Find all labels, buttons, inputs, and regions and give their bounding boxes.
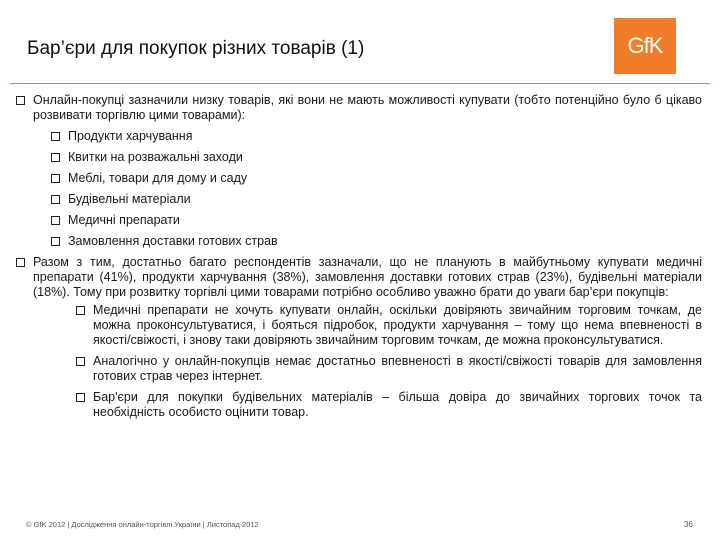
- list-item: [51, 150, 702, 165]
- list-item-text: Продукти харчування: [68, 129, 193, 143]
- list-item: [76, 354, 702, 384]
- list-item-text: Медичні препарати: [68, 213, 180, 227]
- paragraph-text: Разом з тим, достатньо багато респондентів зазначали, що не планують в майбутньому купувати медичні препарати (41%), продукти харчування (38%), замовлення доставки готових страв (23%), будівельні матеріали (18%). Тому при розвитку торгівлі цими товарами потрібно особливо уважно брати до уваги бар’єри покупців:: [33, 255, 702, 299]
- paragraph-text: Онлайн-покупці зазначили низку товарів, які вони не мають можливості купувати (тобто потенційно було б цікаво розвивати торгівлю цими товарами):: [33, 93, 702, 122]
- list-item: [51, 129, 702, 144]
- bullet-paragraph-1: [16, 93, 702, 123]
- logo-text: GfK: [627, 33, 663, 58]
- page-number: 36: [684, 520, 693, 529]
- checkbox-bullet-icon: [51, 216, 60, 225]
- list-item-text: Квитки на розважальні заходи: [68, 150, 243, 164]
- list-item-text: Меблі, товари для дому и саду: [68, 171, 248, 185]
- page-title: Бар’єри для покупок різних товарів (1): [27, 38, 365, 59]
- gfk-logo: [614, 18, 676, 74]
- checkbox-bullet-icon: [76, 357, 85, 366]
- list-item: [76, 390, 702, 420]
- checkbox-bullet-icon: [51, 237, 60, 246]
- bullet-paragraph-2: [16, 255, 702, 300]
- title-divider: [10, 83, 710, 84]
- checkbox-bullet-icon: [76, 393, 85, 402]
- list-item: [51, 213, 702, 228]
- list-item: [51, 234, 702, 249]
- checkbox-bullet-icon: [16, 258, 25, 267]
- checkbox-bullet-icon: [51, 153, 60, 162]
- footer-text: © GfK 2012 | Дослідження онлайн-торгівлі України | Листопад 2012: [26, 520, 259, 529]
- checkbox-bullet-icon: [76, 306, 85, 315]
- list-item-text: Медичні препарати не хочуть купувати онлайн, оскільки довіряють звичайним торговим точкам, де можна проконсультуватися, і бояться підробок, продукти харчування – тому що нема впевненості в якості/свіжості, і знову таки довіряють звичайним торговим точкам, де можна проконсультуватися.: [93, 303, 702, 347]
- list-item: [51, 171, 702, 186]
- checkbox-bullet-icon: [51, 195, 60, 204]
- checkbox-bullet-icon: [51, 132, 60, 141]
- list-item-text: Аналогічно у онлайн-покупців немає достатньо впевненості в якості/свіжості товарів для замовлення готових страв через інтернет.: [93, 354, 702, 383]
- list-item: [76, 303, 702, 348]
- list-item-text: Бар'єри для покупки будівельних матеріалів – більша довіра до звичайних торгових точок та необхідність особисто оцінити товар.: [93, 390, 702, 419]
- list-item-text: Замовлення доставки готових страв: [68, 234, 278, 248]
- list-item: [51, 192, 702, 207]
- list-item-text: Будівельні матеріали: [68, 192, 191, 206]
- slide-body: [16, 93, 702, 426]
- checkbox-bullet-icon: [16, 96, 25, 105]
- checkbox-bullet-icon: [51, 174, 60, 183]
